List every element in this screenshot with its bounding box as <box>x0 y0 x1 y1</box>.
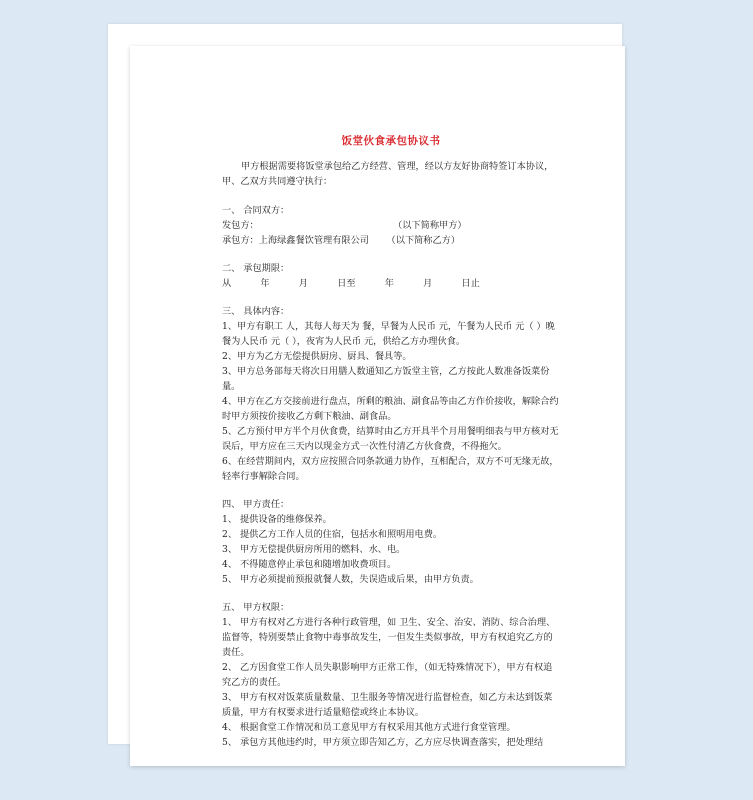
intro-paragraph: 甲方根据需要将饭堂承包给乙方经营、管理，经以方友好协商特签订本协议，甲、乙双方共同遵守执行： <box>222 161 554 187</box>
agreement-document <box>222 134 560 763</box>
section-party-a-duties <box>222 497 560 587</box>
clause-item: 3、 甲方有权对饭菜质量数量、卫生服务等情况进行监督检查，如乙方未达到饭菜质量，甲方有权要求进行适量赔偿或终止本协议。 <box>222 692 553 718</box>
section-heading: 四、 甲方责任： <box>222 499 290 510</box>
term-line: 从 年 月 日至 年 月 日止 <box>222 278 480 289</box>
clause-item: 2、 乙方因食堂工作人员失职影响甲方正常工作，（如无特殊情况下），甲方有权追究乙方的责任。 <box>222 662 553 688</box>
clause-item: 6、在经营期间内，双方应按照合同条款通力协作，互相配合，双方不可无缘无故，轻率行事解除合同。 <box>222 456 559 482</box>
section-heading: 一、 合同双方： <box>222 205 290 216</box>
front-paper-sheet <box>130 46 625 766</box>
section-heading: 三、 具体内容： <box>222 306 290 317</box>
section-parties <box>222 203 560 248</box>
contractor-line: 发包方： （以下简称甲方） <box>222 220 467 231</box>
clause-item: 3、 甲方无偿提供厨房所用的燃料、水、电。 <box>222 544 406 555</box>
clause-item: 2、 提供乙方工作人员的住宿，包括水和照明用电费。 <box>222 529 443 540</box>
clause-item: 5、 甲方必须提前预报就餐人数，失误造成后果，由甲方负责。 <box>222 574 479 585</box>
clause-item: 2、甲方为乙方无偿提供厨房、厨具、餐具等。 <box>222 351 412 362</box>
clause-item: 5、 承包方其他违约时，甲方须立即告知乙方，乙方应尽快调查落实，把处理结 <box>222 737 544 748</box>
clause-item: 3、甲方总务部每天将次日用膳人数通知乙方饭堂主管，乙方按此人数准备饭菜份量。 <box>222 366 550 392</box>
clause-item: 1、甲方有职工 人，其每人每天为 餐，早餐为人民币 元，午餐为人民币 元（ ）晚餐为人民币 元（ ），夜宵为人民币 元，供给乙方办理伙食。 <box>222 321 555 347</box>
contractee-line: 承包方：上海绿鑫餐饮管理有限公司 （以下简称乙方） <box>222 235 461 246</box>
clause-item: 4、 根据食堂工作情况和员工意见甲方有权采用其他方式进行食堂管理。 <box>222 722 516 733</box>
section-party-a-rights <box>222 600 560 750</box>
section-heading: 二、 承包期限： <box>222 263 290 274</box>
clause-item: 4、甲方在乙方交接前进行盘点，所剩的粮油、副食品等由乙方作价接收，解除合约时甲方须按价接收乙方剩下粮油、副食品。 <box>222 396 559 422</box>
clause-item: 1、 提供设备的维修保养。 <box>222 514 332 525</box>
section-heading: 五、 甲方权限： <box>222 602 290 613</box>
clause-item: 5、乙方预付甲方半个月伙食费，结算时由乙方开具半个月用餐明细表与甲方核对无误后，甲方应在三天内以现金方式一次性付清乙方伙食费，不得拖欠。 <box>222 426 559 452</box>
clause-item: 1、 甲方有权对乙方进行各种行政管理，如 卫生、安全、治安、消防、综合治理、监督等，特别要禁止食物中毒事故发生，一但发生类似事故，甲方有权追究乙方的责任。 <box>222 617 556 658</box>
section-term <box>222 261 560 291</box>
section-content <box>222 304 560 484</box>
clause-item: 4、 不得随意停止承包和随增加收费项目。 <box>222 559 397 570</box>
document-title: 饭堂伙食承包协议书 <box>341 135 441 147</box>
